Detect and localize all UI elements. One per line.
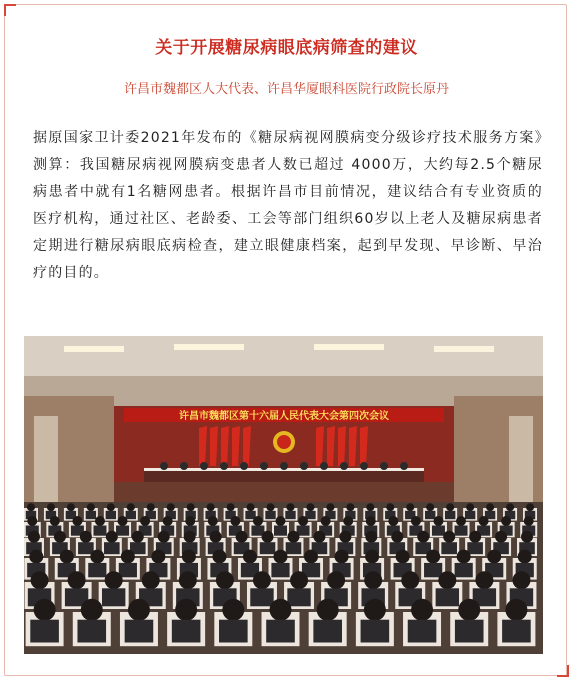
audience-head — [365, 531, 377, 543]
audience-head — [28, 531, 40, 543]
meeting-banner: 许昌市魏都区第十六届人民代表大会第四次会议 — [179, 411, 389, 422]
audience-body — [104, 542, 120, 554]
audience-body — [86, 511, 96, 519]
audience-body — [287, 588, 310, 606]
audience-body — [93, 526, 106, 536]
audience-body — [424, 563, 442, 577]
audience-head — [60, 550, 74, 564]
audience-head — [128, 599, 150, 621]
audience-head — [487, 550, 501, 564]
audience-head — [346, 503, 354, 511]
audience-head — [147, 503, 155, 511]
audience-head — [106, 531, 118, 543]
audience-head — [365, 550, 379, 564]
audience-head — [276, 516, 286, 526]
audience-head — [80, 531, 92, 543]
audience-body — [265, 511, 275, 519]
audience-head — [417, 531, 429, 543]
audience-head — [167, 503, 175, 511]
audience-head — [339, 531, 351, 543]
audience-head — [313, 531, 325, 543]
audience-head — [262, 531, 274, 543]
audience-head — [475, 571, 493, 589]
audience-head — [105, 571, 123, 589]
audience-head — [512, 571, 530, 589]
audience-head — [443, 531, 455, 543]
audience-head — [304, 550, 318, 564]
audience-head — [87, 503, 95, 511]
audience-head — [495, 531, 507, 543]
audience-head — [68, 571, 86, 589]
audience-body — [441, 542, 457, 554]
audience-head — [29, 550, 43, 564]
audience-head — [396, 550, 410, 564]
audience-head — [253, 571, 271, 589]
audience-head — [364, 599, 386, 621]
audience-head — [298, 516, 308, 526]
audience-body — [455, 526, 468, 536]
audience-head — [317, 599, 339, 621]
audience-head — [466, 503, 474, 511]
audience-body — [465, 511, 475, 519]
audience-head — [486, 503, 494, 511]
audience-head — [27, 516, 37, 526]
audience-head — [406, 503, 414, 511]
audience-head — [274, 550, 288, 564]
audience-head — [386, 503, 394, 511]
audience-head — [179, 571, 197, 589]
audience-head — [521, 531, 533, 543]
audience-head — [127, 503, 135, 511]
audience-head — [118, 516, 128, 526]
audience-body — [425, 511, 435, 519]
audience-body — [467, 542, 483, 554]
audience-head — [50, 516, 60, 526]
audience-body — [126, 511, 136, 519]
audience-head — [287, 531, 299, 543]
audience-head — [469, 531, 481, 543]
audience-body — [78, 542, 94, 554]
audience-head — [267, 503, 275, 511]
audience-head — [243, 550, 257, 564]
audience-body — [172, 620, 201, 643]
audience-head — [54, 531, 66, 543]
audience-head — [306, 503, 314, 511]
audience-body — [125, 620, 154, 643]
audience-head — [184, 531, 196, 543]
audience-head — [227, 503, 235, 511]
audience-head — [81, 599, 103, 621]
audience-head — [142, 571, 160, 589]
audience-head — [72, 516, 82, 526]
frame-corner-bottom-right — [557, 665, 569, 677]
frame-corner-top-left — [4, 4, 16, 16]
audience-head — [401, 571, 419, 589]
audience-head — [95, 516, 105, 526]
audience-head — [366, 503, 374, 511]
audience-body — [436, 588, 459, 606]
audience-head — [67, 503, 75, 511]
audience-head — [524, 516, 534, 526]
audience-head — [216, 571, 234, 589]
audience-head — [426, 550, 440, 564]
audience-body — [285, 511, 295, 519]
audience-head — [457, 550, 471, 564]
audience-head — [230, 516, 240, 526]
meeting-photo — [24, 336, 543, 654]
audience-body — [286, 542, 302, 554]
audience-head — [212, 550, 226, 564]
audience-head — [479, 516, 489, 526]
audience-head — [501, 516, 511, 526]
audience-body — [102, 588, 125, 606]
audience-head — [185, 516, 195, 526]
audience-head — [253, 516, 263, 526]
audience-head — [321, 516, 331, 526]
audience-body — [250, 588, 273, 606]
audience-body — [274, 526, 287, 536]
audience-body — [30, 620, 59, 643]
audience-body — [88, 563, 106, 577]
audience-head — [187, 503, 195, 511]
audience-head — [518, 550, 532, 564]
audience-head — [290, 571, 308, 589]
audience-head — [446, 503, 454, 511]
audience-head — [175, 599, 197, 621]
audience-head — [34, 599, 56, 621]
audience-head — [343, 516, 353, 526]
audience-head — [236, 531, 248, 543]
audience-head — [207, 503, 215, 511]
audience-head — [121, 550, 135, 564]
audience-head — [364, 571, 382, 589]
audience-head — [433, 516, 443, 526]
audience-body — [219, 620, 248, 643]
audience-head — [458, 599, 480, 621]
audience-head — [182, 550, 196, 564]
audience-head — [163, 516, 173, 526]
audience-head — [210, 531, 222, 543]
audience-head — [526, 503, 534, 511]
audience-body — [260, 542, 276, 554]
audience-body — [266, 620, 295, 643]
audience-body — [361, 620, 390, 643]
audience-body — [77, 620, 106, 643]
article-subtitle: 许昌市魏都区人大代表、许昌华厦眼科医院行政院长原丹 — [123, 82, 449, 97]
article-body: 据原国家卫计委2021年发布的《糖尿病视网膜病变分级诊疗技术服务方案》测算：我国糖尿病视网膜病变患者人数已超过 4000万，大约每2.5个糖尿病患者中就有1名糖网患者。根据许昌市目前情况，建议结合有专业资质的医疗机构，通过社区、老龄委、工会等部门组织60岁以上老人及糖尿病患者定期进行糖尿病眼底病检查，建立眼健康档案，起到早发现、早诊断、早治疗的目的。 — [33, 130, 543, 281]
audience-head — [132, 531, 144, 543]
audience-head — [391, 531, 403, 543]
audience-head — [438, 571, 456, 589]
audience-head — [158, 531, 170, 543]
audience-body — [313, 620, 342, 643]
audience-head — [411, 599, 433, 621]
audience-head — [222, 599, 244, 621]
audience-head — [90, 550, 104, 564]
audience-head — [456, 516, 466, 526]
audience-head — [47, 503, 55, 511]
audience-head — [506, 503, 514, 511]
audience-head — [505, 599, 527, 621]
audience-body — [432, 526, 445, 536]
audience-body — [455, 563, 473, 577]
audience-head — [140, 516, 150, 526]
audience-head — [388, 516, 398, 526]
audience-head — [151, 550, 165, 564]
audience-body — [106, 511, 116, 519]
audience-body — [116, 526, 129, 536]
audience-head — [27, 503, 35, 511]
audience-body — [445, 511, 455, 519]
audience-head — [270, 599, 292, 621]
audience-head — [247, 503, 255, 511]
audience-head — [411, 516, 421, 526]
audience-head — [107, 503, 115, 511]
audience-head — [31, 571, 49, 589]
audience-body — [271, 563, 289, 577]
audience-head — [327, 571, 345, 589]
audience-head — [326, 503, 334, 511]
audience-head — [366, 516, 376, 526]
audience-head — [286, 503, 294, 511]
audience-body — [119, 563, 137, 577]
audience-body — [408, 620, 437, 643]
article-title: 关于开展糖尿病眼底病筛查的建议 — [155, 38, 418, 58]
audience-head — [335, 550, 349, 564]
audience-head — [426, 503, 434, 511]
audience-head — [208, 516, 218, 526]
audience-body — [502, 620, 531, 643]
audience-body — [455, 620, 484, 643]
